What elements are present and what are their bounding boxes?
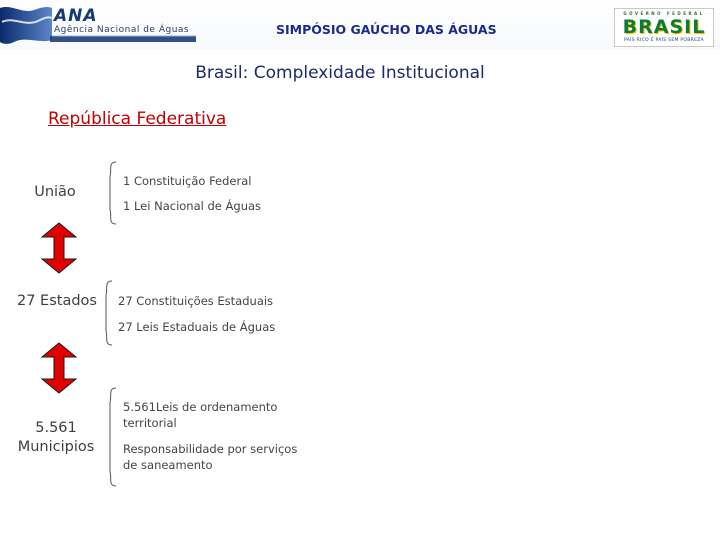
bracket-municipios [104, 386, 118, 488]
level-label-estados: 27 Estados [17, 293, 97, 309]
brasil-logo-slogan: PAÍS RICO É PAÍS SEM POBREZA [624, 38, 704, 43]
ana-wave-icon [0, 0, 200, 48]
header-bar [0, 0, 720, 50]
list-item: 1 Constituição Federal [123, 174, 252, 188]
ana-logo-subtitle: Agência Nacional de Águas [54, 25, 190, 35]
list-item: 27 Constituições Estaduais [118, 294, 274, 308]
level-label-uniao: União [34, 184, 76, 200]
list-item: 5.561Leis de ordenamento territorial [123, 400, 278, 430]
page-title: Brasil: Complexidade Institucional [195, 63, 485, 83]
level-label-municipios: 5.561 Municipios [17, 420, 95, 455]
header-title: SIMPÓSIO GAÚCHO DAS ÁGUAS [276, 22, 497, 37]
ana-logo-name: ANA [54, 6, 98, 26]
brasil-logo-top-text: GOVERNO FEDERAL [623, 11, 705, 16]
brasil-government-logo [614, 8, 714, 47]
ana-logo [0, 0, 200, 48]
bracket-uniao [104, 160, 118, 226]
brasil-logo-word: BRASIL [622, 16, 706, 38]
double-arrow-icon [40, 222, 78, 274]
double-arrow-icon [40, 342, 78, 394]
section-heading: República Federativa [48, 109, 227, 129]
list-item: 1 Lei Nacional de Águas [123, 199, 262, 213]
list-item: 27 Leis Estaduais de Águas [118, 320, 276, 334]
bracket-estados [100, 279, 114, 347]
list-item: Responsabilidade por serviços de saneamento [123, 442, 298, 472]
